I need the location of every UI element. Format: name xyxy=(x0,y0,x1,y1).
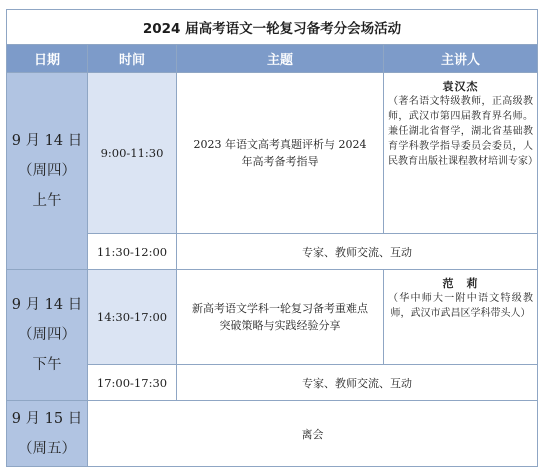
time-cell: 9:00-11:30 xyxy=(88,73,177,234)
time-cell: 14:30-17:00 xyxy=(88,270,177,365)
header-speaker: 主讲人 xyxy=(384,45,538,73)
header-date: 日期 xyxy=(7,45,88,73)
table-title: 2024 届高考语文一轮复习备考分会场活动 xyxy=(7,10,538,45)
header-topic: 主题 xyxy=(177,45,384,73)
date-line: 9 月 14 日 xyxy=(11,297,83,313)
departure-cell: 离会 xyxy=(88,401,538,467)
exchange-cell: 专家、教师交流、互动 xyxy=(177,365,538,401)
speaker-cell xyxy=(384,73,538,234)
topic-cell: 2023 年语文高考真题评析与 2024 年高考备考指导 xyxy=(177,73,384,234)
speaker-name: 范 莉 xyxy=(442,277,479,290)
table-row xyxy=(7,73,538,234)
time-cell: 17:00-17:30 xyxy=(88,365,177,401)
date-cell-departure xyxy=(7,401,88,467)
date-cell-afternoon xyxy=(7,270,88,401)
topic-cell: 新高考语文学科一轮复习备考重难点突破策略与实践经验分享 xyxy=(177,270,384,365)
period-line: 上午 xyxy=(32,193,62,209)
weekday-line: （周四） xyxy=(18,163,76,179)
period-line: 下午 xyxy=(32,357,62,373)
date-cell-morning xyxy=(7,73,88,270)
exchange-cell: 专家、教师交流、互动 xyxy=(177,234,538,270)
table-row xyxy=(7,270,538,365)
date-line: 9 月 15 日 xyxy=(11,410,83,427)
header-time: 时间 xyxy=(88,45,177,73)
speaker-bio: （著名语文特级教师，正高级教师，武汉市第四届教育界名师。兼任湖北省督学，湖北省基础教育学科教学指导委员会委员，人民教育出版社课程教材培训专家） xyxy=(388,96,538,167)
speaker-bio: （华中师大一附中语文特级教师，武汉市武昌区学科带头人） xyxy=(388,293,534,319)
date-line: 9 月 14 日 xyxy=(11,133,83,149)
time-cell: 11:30-12:00 xyxy=(88,234,177,270)
weekday-line: （周四） xyxy=(18,327,76,343)
schedule-table xyxy=(6,9,538,467)
speaker-cell xyxy=(384,270,538,365)
weekday-line: （周五） xyxy=(18,440,76,457)
table-row xyxy=(7,401,538,467)
speaker-name: 袁汉杰 xyxy=(442,80,479,93)
